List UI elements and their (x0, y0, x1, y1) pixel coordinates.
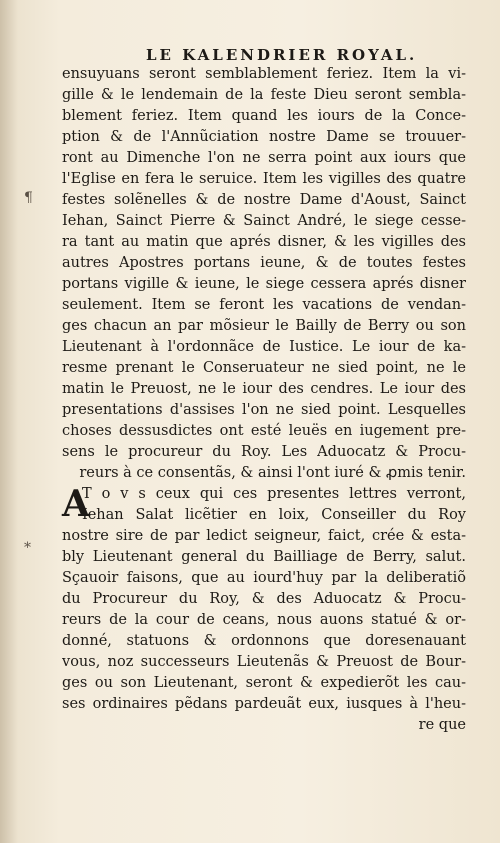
paragraph-1 (62, 64, 466, 484)
text-line: bly Lieutenant general du Bailliage de Berry, salut. (62, 549, 466, 565)
text-line: re que (418, 717, 466, 733)
text-line: reurs de la cour de ceans, nous auons statué & or- (62, 612, 466, 628)
drop-cap: A (62, 483, 90, 525)
margin-mark: ¶ (24, 190, 33, 206)
text-line: l'Eglise en fera le seruice. Item les vigilles des quatre (62, 171, 466, 187)
text-line: seulement. Item se feront les vacations de vendan- (62, 297, 466, 313)
margin-mark: * (24, 540, 31, 556)
text-line: sens le procureur du Roy. Les Aduocatz & Procu- (62, 444, 466, 460)
text-line: reurs à ce consentãs, & ainsi l'ont iuré & ꝓmis tenir. (79, 465, 466, 481)
text-line: choses dessusdictes ont esté leuës en iugement pre- (62, 423, 466, 439)
text-line: Iehan Salat licẽtier en loix, Conseiller du Roy (82, 507, 466, 523)
text-line: festes solẽnelles & de nostre Dame d'Aoust, Sainct (62, 192, 466, 208)
text-line: resme prenant le Conseruateur ne sied point, ne le (62, 360, 466, 376)
body-text (62, 64, 466, 736)
text-line: Lieutenant à l'ordonnãce de Iustice. Le iour de ka- (62, 339, 466, 355)
text-line: autres Apostres portans ieune, & de toutes festes (62, 255, 466, 271)
text-line: vous, noz successeurs Lieutenãs & Preuost de Bour- (62, 654, 466, 670)
text-line: presentations d'assises l'on ne sied point. Lesquelles (62, 402, 466, 418)
text-line: ses ordinaires pẽdans pardeuãt eux, iusques à l'heu- (62, 696, 466, 712)
text-line: gille & le lendemain de la feste Dieu seront sembla- (62, 87, 466, 103)
text-line: ption & de l'Annũciation nostre Dame se trouuer- (62, 129, 466, 145)
text-line: ra tant au matin que aprés disner, & les vigilles des (62, 234, 466, 250)
text-line: du Procureur du Roy, & des Aduocatz & Procu- (62, 591, 466, 607)
text-line: ges ou son Lieutenant, seront & expedierõt les cau- (62, 675, 466, 691)
text-line: matin le Preuost, ne le iour des cendres. Le iour des (62, 381, 466, 397)
text-line: T o v s ceux qui ces presentes lettres verront, (82, 486, 466, 502)
running-head: LE KALENDRIER ROYAL. (146, 46, 418, 64)
text-line: donné, statuons & ordonnons que doresenauant (62, 633, 466, 649)
paragraph-2 (62, 484, 466, 736)
text-line: blement feriez. Item quand les iours de la Conce- (62, 108, 466, 124)
text-line: Sçauoir faisons, que au iourd'huy par la deliberatiõ (62, 570, 466, 586)
text-line: ges chacun an par mõsieur le Bailly de Berry ou son (62, 318, 466, 334)
text-line: ensuyuans seront semblablement feriez. Item la vi- (62, 66, 466, 82)
text-line: nostre sire de par ledict seigneur, faict, crée & esta- (62, 528, 466, 544)
page-gutter-shadow (0, 0, 18, 843)
text-line: portans vigille & ieune, le siege cessera aprés disner (62, 276, 466, 292)
text-line: Iehan, Sainct Pierre & Sainct André, le siege cesse- (62, 213, 466, 229)
text-line: ront au Dimenche l'on ne serra point aux iours que (62, 150, 466, 166)
